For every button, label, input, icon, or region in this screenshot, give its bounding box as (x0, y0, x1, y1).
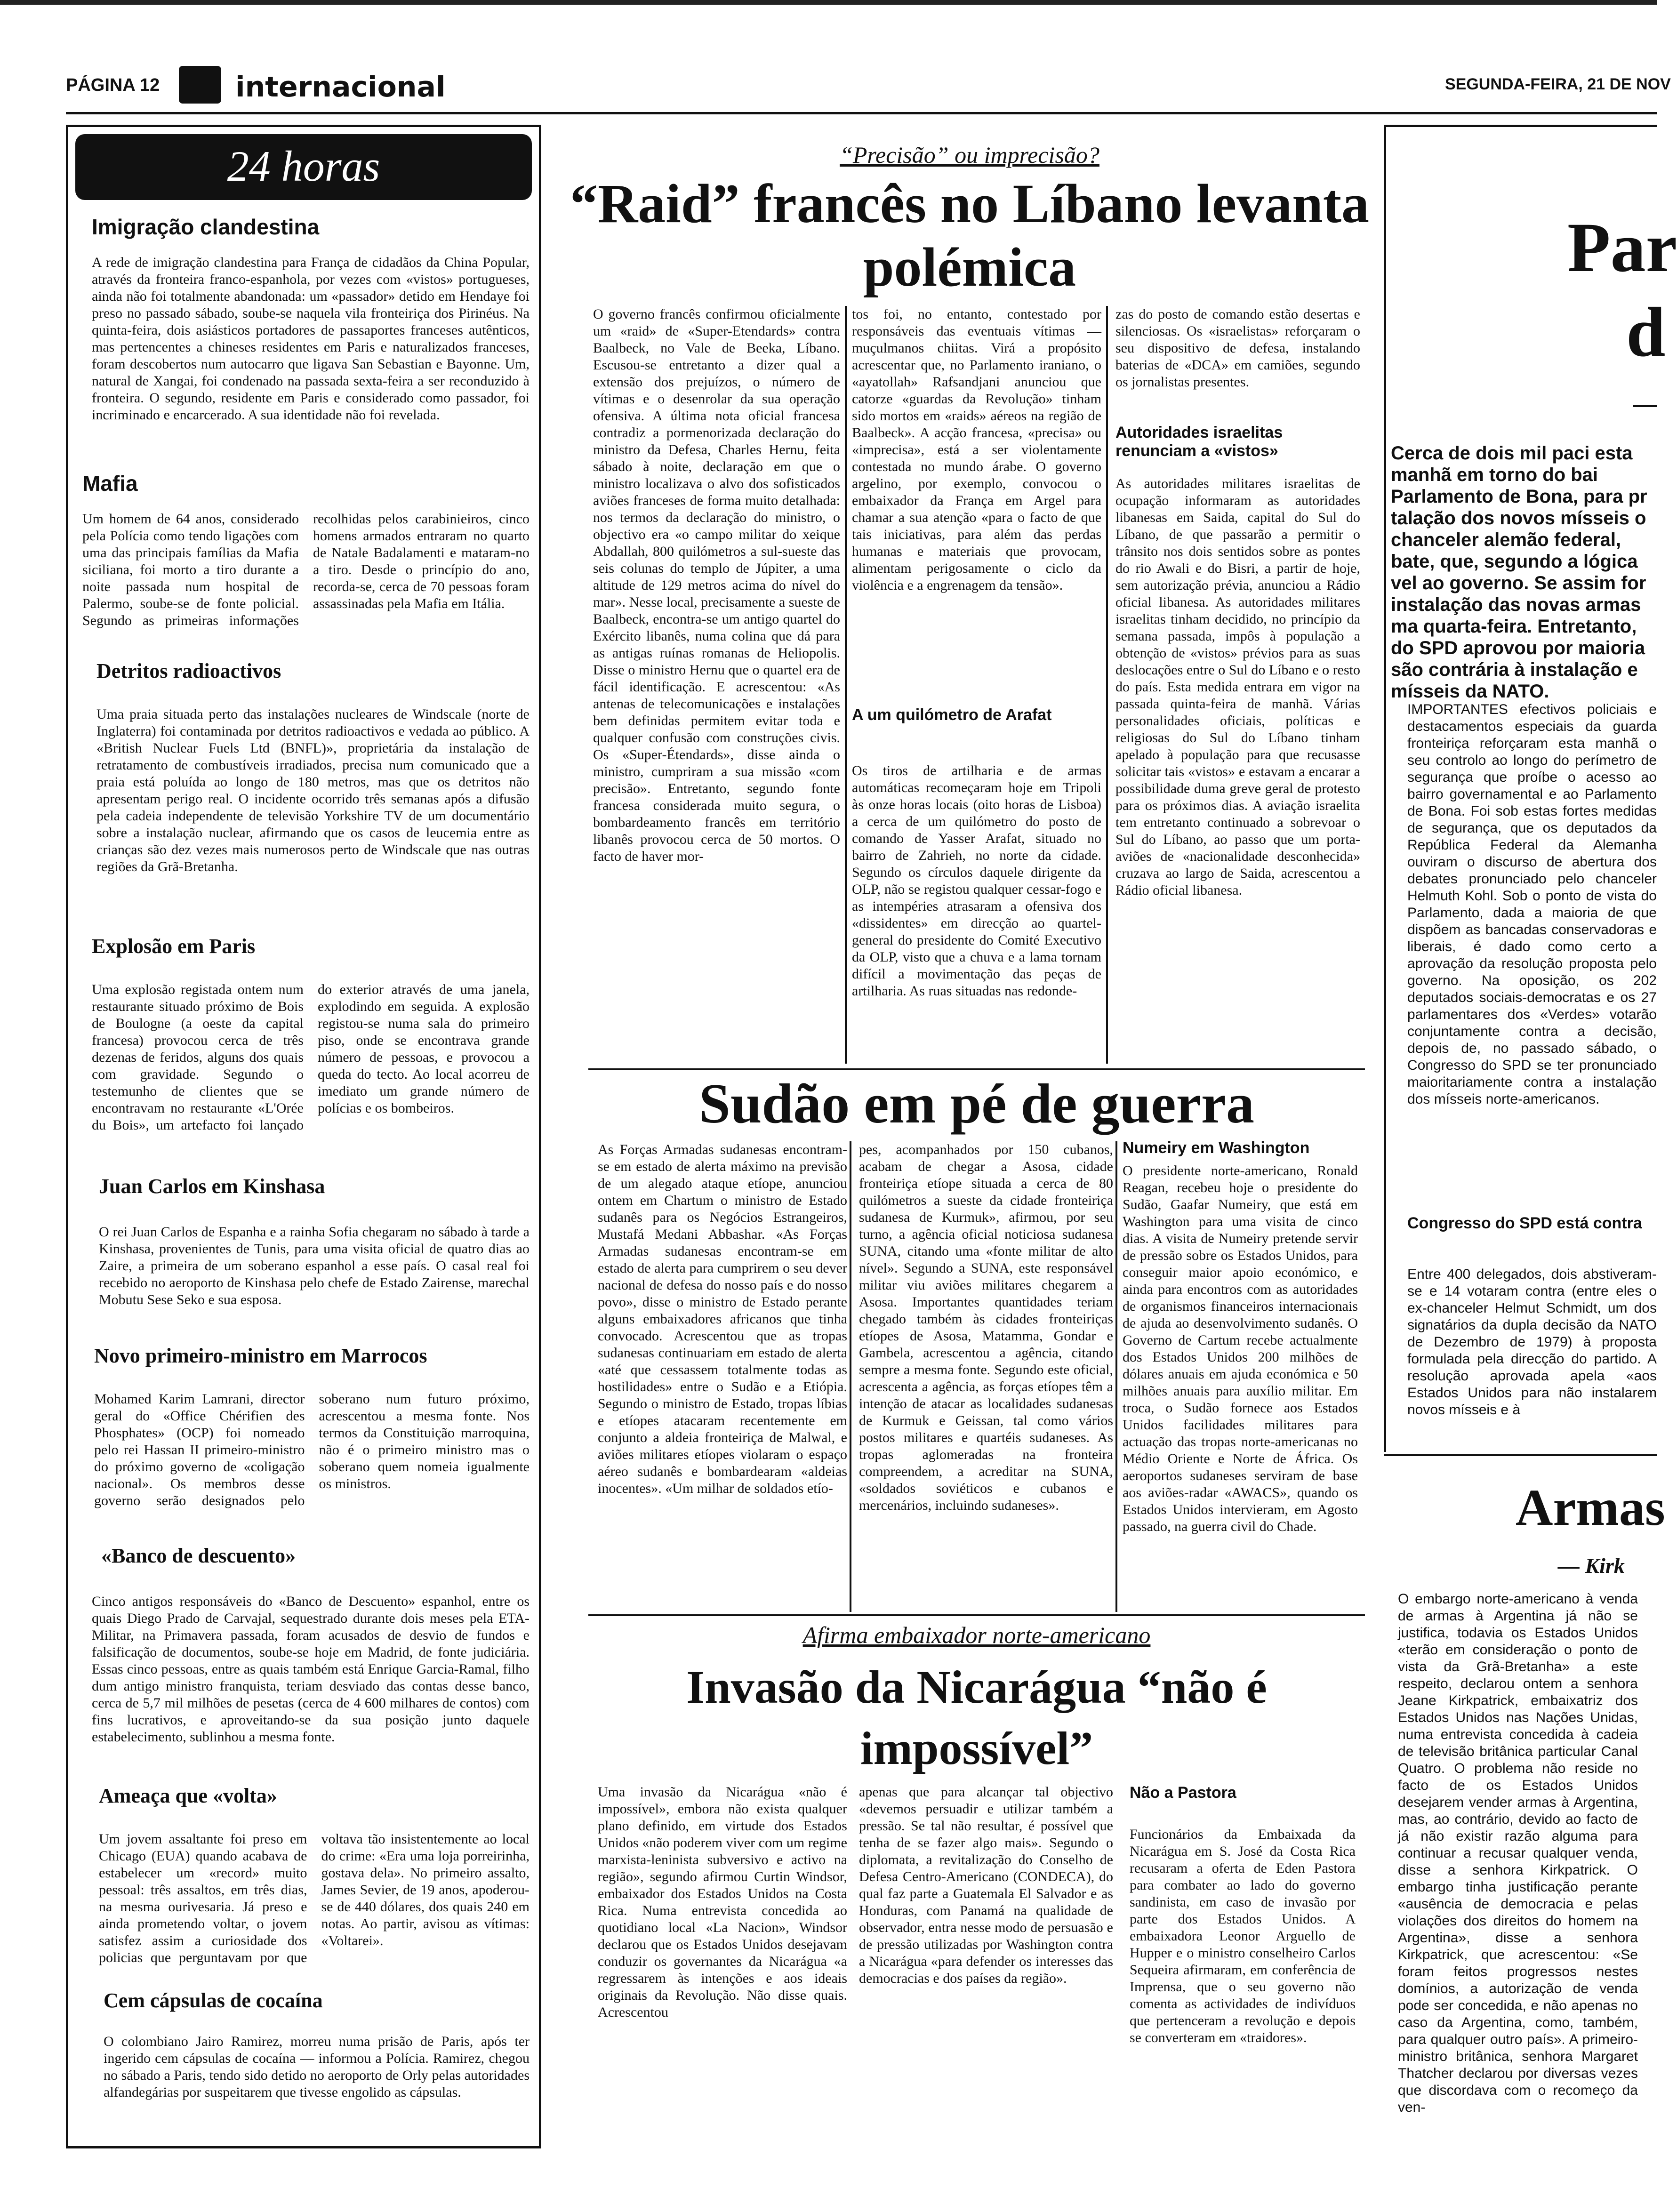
right-lead: Cerca de dois mil paci esta manhã em torno do bai Parlamento de Bona, para pr talação dos novos mísseis o chanceler alemão federal, bate, que, segundo a lógica vel ao governo. Se assim for instalação das novas armas ma quarta-feira. Entretanto, do SPD aprovou por maioria são contrária à instalação e mísseis da NATO. (1391, 443, 1647, 702)
sidebar-heading: Explosão em Paris (92, 935, 256, 958)
armas-text: O embargo norte-americano à venda de armas à Argentina já não se justifica, todavia os Estados Unidos «terão em consideração o ponto de vista da Grã-Bretanha» a este respeito, declarou ontem a senhora Jeane Kirkpatrick, embaixatriz dos Estados Unidos nas Nações Unidas, numa entrevista concedida à cadeia de televisão britânica particular Canal Quatro. O problema não reside no facto de os Estados Unidos desejarem vender armas à Argentina, mas, ao contrário, devido ao facto de já não existir razão alguma para continuar a recusar qualquer venda, disse a senhora Kirkpatrick. O embargo tinha justificação perante «ausência de democracia e pelas violações dos direitos do homem na Argentina», disse a senhora Kirkpatrick, que acrescentou: «Se foram feitos progressos nestes domínios, a autorização de venda pode ser concedida, e não apenas no caso da Argentina, como, também, para qualquer outro país». A primeiro-ministro britânica, senhora Margaret Thatcher declarou por diversas vezes que discordava com o recomeço da ven- (1398, 1591, 1638, 2115)
nicaragua-subheading: Não a Pastora (1130, 1784, 1236, 1802)
issue-date: SEGUNDA-FEIRA, 21 DE NOV (1445, 75, 1671, 93)
right-headline: d (1626, 293, 1666, 371)
right-headline: Par (1567, 208, 1677, 287)
raid-text-col2b: Os tiros de artilharia e de armas automáticas recomeçaram hoje em Tripoli às onze horas locais (oito horas de Lisboa) a cerca de um quilómetro do posto de comando de Yasser Arafat, situado no bairro de Zahrieh, no norte da cidade. Segundo os círculos daquele dirigente da OLP, não se registou qualquer cessar-fogo e as intempéries atrasaram a ofensiva dos «dissidentes» em direcção ao quartel-general do presidente do Comité Executivo da OLP, visto que a chuva e a lama tornam difícil a movimentação das peças de artilharia. As ruas situadas nas redonde- (852, 763, 1101, 999)
header-rule (66, 112, 1657, 114)
sidebar-heading: Detritos radioactivos (96, 659, 281, 682)
raid-text-col2: tos foi, no entanto, contestado por responsáveis das eventuais vítimas — muçulmanos chiitas. Virá a propósito acrescentar que, no Parlamento iraniano, o «ayatollah» Rafsandjani anunciou que catorze «guardas da Revolução» tinham sido mortos em «raids» aéreos na região de Baalbeck». A acção francesa, «precisa» ou «imprecisa», está a ser violentamente contestada no mundo árabe. O governo argelino, por exemplo, convocou o embaixador da França em Argel para chamar a sua atenção «para o facto de que tais iniciativas, para além das perdas humanas e materiais que provocam, alimentam perigosamente o ciclo da violência e a engrenagem da tensão». (852, 306, 1101, 593)
nicaragua-headline: Invasão da Nicarágua “não é impossível” (686, 1661, 1267, 1774)
sidebar-text: O rei Juan Carlos de Espanha e a rainha Sofia chegaram no sábado à tarde a Kinshasa, provenientes de Tunis, para uma visita oficial de quatro dias ao Zaire, a primeira de um soberano espanhol a esse país. O casal real foi recebido no aeroporto de Kinshasa pelo chefe de Estado Zairense, marechal Mobutu Sese Seko e sua esposa. (99, 1224, 530, 1307)
nicaragua-text-col2: apenas que para alcançar tal objectivo «devemos persuadir e utilizar também a pressão. Se tal não resultar, é possível que tenha de se fazer algo mais». Segundo o diplomata, a revitalização do Conselho de Defesa Centro-Americano (CONDECA), do qual faz parte a Guatemala El Salvador e as Honduras, com Panamá na qualidade de observador, entra nesse modo de persuasão e de pressão utilizadas por Washington contra a Nicarágua «para defender os interesses das democracias e dos países da região». (859, 1784, 1113, 1986)
sudao-text-col2: pes, acompanhados por 150 cubanos, acabam de chegar a Asosa, cidade fronteiriça etíope situada a cerca de 80 quilómetros a sueste da cidade fronteiriça sudanesa de Kurmuk», afirmou, por seu turno, a agência oficial noticiosa sudanesa SUNA, citando uma «fonte militar de alto nível». Segundo a SUNA, este responsável militar viu aviões militares chegarem a Asosa. Importantes quantidades teriam chegado também às cidades fronteiriças etíopes de Asosa, Matamma, Gondar e Gambela, acrescentou a agência, citando sempre a mesma fonte. Segundo este oficial, acrescenta a agência, as forças etíopes têm a intenção de atacar as localidades sudanesas de Kurmuk e Geissan, tal como vários postos militares e quartéis sudaneses. As tropas aglomeradas na fronteira compreendem, a acreditar na SUNA, «soldados soviéticos e cubanos e mercenários, incluindo sudaneses». (859, 1142, 1113, 1513)
newspaper-logo-icon (179, 66, 221, 104)
raid-headline: “Raid” francês no Líbano levanta polémica (570, 173, 1370, 298)
sidebar-heading: Cem cápsulas de cocaína (104, 1989, 323, 2012)
sudao-text-col3: O presidente norte-americano, Ronald Reagan, recebeu hoje o presidente do Sudão, Gaafar Numeiry, que está em Washington para uma visita de cinco dias. A visita de Numeiry pretende servir de pressão sobre os Estados Unidos, para conseguir maior apoio económico, e ainda para encontros com as autoridades de organismos financeiros internacionais de ajuda ao desenvolvimento sudanês. O Governo de Cartum recebe actualmente dos Estados Unidos 200 milhões de dólares anuais em ajuda económica e 50 milhões anuais para auxílio militar. Em troca, o Sudão fornece aos Estados Unidos facilidades militares para actuação das tropas norte-americanas no Médio Oriente e Norte de África. Os aeroportos sudaneses serviram de base aos aviões-radar «AWACS», quando os Estados Unidos intervieram, em Agosto passado, na guerra civil do Chade. (1123, 1163, 1358, 1534)
raid-text-col3b: As autoridades militares israelitas de ocupação informaram as autoridades libanesas em Saida, capital do Sul do Líbano, de que passarão a permitir o trânsito nos dois sentidos sobre as pontes do rio Awali e do Bisri, a partir de hoje, sem autorização prévia, anunciou a Rádio oficial libanesa. As autoridades militares israelitas tinham decidido, no princípio da semana passada, impôs à população a obtenção de «vistos» prévios para as suas deslocações entre o Sul do Líbano e o resto do país. Esta medida entrara em vigor na passada quinta-feira de manhã. Várias personalidades oficiais, políticas e religiosas do Sul do Líbano tinham apelado à população para que recusasse solicitar tais «vistos» e estavam a encarar a possibilidade duma greve geral de protesto para os próximos dias. A aviação israelita tem entretanto continuado a sobrevoar o Sul do Líbano, ao passo que um porta-aviões de «nacionalidade desconhecida» cruzava ao largo de Saida, acrescentou a Rádio oficial libanesa. (1115, 476, 1360, 898)
sidebar-text: Um homem de 64 anos, considerado pela Polícia como tendo ligações com uma das principais famílias da Mafia siciliana, foi morto a tiro durante a noite passada num hospital de Palermo, soube-se de fonte policial. Segundo as primeiras informações recolhidas pelos carabinieiros, cinco homens armados entraram no quarto de Natale Badalamenti e mataram-no a tiro. Desde o princípio do ano, recorda-se, cerca de 70 pessoas foram assassinadas pela Mafia em Itália. (82, 511, 530, 628)
sidebar-text: O colombiano Jairo Ramirez, morreu numa prisão de Paris, após ter ingerido cem cápsulas de cocaína — informou a Polícia. Ramirez, chegou no sábado a Paris, tendo sido detido no aeroporto de Orly pelas autoridades alfandegárias por suspeitarem que tivesse engolido as cápsulas. (104, 2034, 530, 2100)
column-rule (845, 306, 847, 1064)
raid-text-col1: O governo francês confirmou oficialmente um «raid» de «Super-Etendards» contra Baalbeck, no Vale de Beeka, Líbano. Escusou-se entretanto a dizer qual a extensão dos prejuízos, o número de vítimas e o desenrolar da sua operação ofensiva. A última nota oficial francesa contradiz a pormenorizada declaração do ministro da Defesa, Charles Hernu, feita sábado à noite, declaração em que o ministro localizava o alvo dos sofisticados aviões franceses de forma muito detalhada: nos termos da declaração do ministro, o objectivo era «o campo militar do xeique Abdallah, 800 quilómetros a sul-sueste das seis colunas do templo de Júpiter, a uma altitude de 129 metros acima do nível do mar». Nesse local, precisamente a sueste de Baalbeck, encontra-se um antigo quartel do Exército libanês, numa colina que dá para as antigas ruínas romanas de Heliopolis. Disse o ministro Hernu que o quartel era de fácil identificação. E acrescentou: «As antenas de telecomunicações e instalações bem definidas permitem evitar toda e qualquer confusão com construções civis. Os «Super-Étendards», disse ainda o ministro, cumpriram a sua missão «com precisão». Entretanto, segundo fonte francesa considerada muito segura, o bombardeamento francês em território libanês provocou cerca de 50 mortos. O facto de haver mor- (593, 306, 840, 864)
column-rule (1106, 306, 1108, 1064)
column-rule (850, 1141, 851, 1612)
right-body2: Entre 400 delegados, dois abstiveram-se e 14 votaram contra (entre eles o ex-chanceler Helmut Schmidt, um dos signatários da dupla decisão da NATO de Dezembro de 1979) à proposta formulada pela direcção do partido. A resolução aprovada apela «aos Estados Unidos para não instalarem novos mísseis e à (1407, 1266, 1657, 1418)
sidebar-heading: «Banco de descuento» (101, 1544, 296, 1567)
section-rule (588, 1068, 1365, 1070)
sidebar-heading: Ameaça que «volta» (99, 1784, 277, 1807)
section-rule (588, 1614, 1365, 1616)
right-subheading: Congresso do SPD está contra (1407, 1214, 1642, 1232)
column-rule (1115, 1141, 1117, 1612)
sidebar-text: Mohamed Karim Lamrani, director geral do «Office Chérifien des Phosphates» (OCP) foi nomeado pelo rei Hassan II primeiro-ministro do próximo governo de «coligação nacional». Os membros desse governo serão designados pelo soberano num futuro próximo, acrescentou a mesma fonte. Nos termos da Constituição marroquina, não é o primeiro ministro mas o soberano quem nomeia igualmente os ministros. (94, 1391, 530, 1508)
sidebar-heading: Imigração clandestina (92, 215, 320, 239)
page-number: PÁGINA 12 (66, 75, 160, 95)
right-body: IMPORTANTES efectivos policiais e destacamentos especiais da guarda fronteiriça reforçaram esta manhã o seu controlo ao longo do perímetro de segurança que proíbe o acesso ao bairro governamental e ao Parlamento de Bona. Foi sob estas fortes medidas de segurança, que os deputados da República Federal da Alemanha ouviram o discurso de abertura dos debates pronunciado pelo chanceler Helmuth Kohl. Sob o ponto de vista do Parlamento, dada a maioria de que dispõem as bancadas conservadoras e liberais, é dado como certo a aprovação da resolução proposta pelo governo. Na oposição, os 202 deputados sociais-democratas e os 27 parlamentares dos «Verdes» votarão conjuntamente contra a decisão, depois de, no passado sábado, o Congresso do SPD se ter pronunciado maioritariamente contra a instalação dos mísseis norte-americanos. (1407, 702, 1657, 1107)
nicaragua-text-col3: Funcionários da Embaixada da Nicarágua em S. José da Costa Rica recusaram a oferta de Eden Pastora para combater ao lado do governo sandinista, em caso de invasão por parte dos Estados Unidos. A embaixadora Leonor Arguello de Hupper e o ministro conselheiro Carlos Sequeira afirmaram, em conferência de Imprensa, que o seu governo não comenta as actividades de indivíduos que pertenceram a revolução e depois se converteram em «traidores». (1130, 1827, 1356, 2045)
sudao-headline: Sudão em pé de guerra (699, 1072, 1254, 1135)
sudao-subheading: Numeiry em Washington (1123, 1139, 1310, 1157)
dash-rule (1633, 405, 1657, 407)
sidebar-text: Um jovem assaltante foi preso em Chicago (EUA) quando acabava de estabelecer um «record» muito pessoal: três assaltos, em três dias, na mesma ourivesaria. Já preso e ainda prometendo voltar, o jovem satisfez assim a curiosidade dos policias que perguntavam por que voltava tão insistentemente ao local do crime: «Era uma loja porreirinha, gostava dela». No primeiro assalto, James Sevier, de 19 anos, apoderou-se de 440 dólares, dos quais 240 em notas. Ao partir, avisou as vítimas: «Voltarei». (99, 1831, 530, 1965)
sidebar-text: Cinco antigos responsáveis do «Banco de Descuento» espanhol, entre os quais Diego Prado de Carvajal, sequestrado durante dois meses pela ETA-Militar, na Primavera passada, foram acusados de desvio de fundos e falsificação de documentos, soube-se hoje em Madrid, de fonte judiciária. Essas cinco pessoas, entre as quais também está Enrique Garcia-Ramal, filho dum antigo ministro franquista, teriam desviado das contas desse banco, cerca de 5,7 mil milhões de pesetas (cerca de 4 600 milhares de contos) com fins lucrativos, e aproveitando-se da sua posição junto daquele estabelecimento, sublinhou a mesma fonte. (92, 1594, 530, 1745)
raid-text-col3: zas do posto de comando estão desertas e silenciosas. Os «israelistas» reforçaram o seu dispositivo de defesa, instalando baterias de «DCA» em camiões, segundo os jornalistas presentes. (1115, 306, 1360, 390)
raid-subheading: A um quilómetro de Arafat (852, 706, 1052, 724)
section-rule (1384, 1454, 1657, 1456)
raid-subheading: Autoridades israelitas renunciam a «vistos» (1115, 424, 1283, 460)
sidebar-text: Uma praia situada perto das instalações nucleares de Windscale (norte de Inglaterra) foi contaminada por detritos radioactivos e vedada ao público. A «British Nuclear Fuels Ltd (BNFL)», proprietária da instalação de retratamento de combustíveis irradiados, precisa num comunicado que a praia está poluída ao longo de 180 metros, mas que os detritos não apresentam perigo real. O incidente ocorrido três semanas após a difusão pela cadeia independente de televisão Yorkshire TV de um documentário sobre a instalação nuclear, afirmando que os casos de leucemia entre as crianças são dez vezes mais numerosos perto de Windscale que nas outras regiões da Grã-Bretanha. (96, 706, 530, 874)
section-name: internacional (235, 71, 446, 104)
sidebar-text: A rede de imigração clandestina para França de cidadãos da China Popular, através da fronteira franco-espanhola, por vezes com «vistos» portugueses, ainda não foi totalmente abandonada: um «passador» detido em Hendaye foi preso no passado sábado, soube-se naquela vila fronteiriça dos Pirinéus. Na quinta-feira, dois asiásticos portadores de passaportes franceses autênticos, mas pertencentes a chineses residentes em Paris e naturalizados franceses, foram descobertos num autocarro que ligava San Sebastian e Bayonne. Um, natural de Xangai, foi condenado na passada sexta-feira a ser reconduzido à fronteira. O segundo, residente em Paris e considerado como passador, foi incriminado e encarcerado. A sua identidade não foi revelada. (92, 255, 530, 423)
sidebar-heading: Mafia (82, 471, 138, 496)
nicaragua-kicker: Afirma embaixador norte-americano (802, 1622, 1151, 1648)
top-rule (0, 0, 1657, 5)
sidebar-banner-title: 24 horas (227, 142, 380, 190)
armas-headline: Armas (1516, 1479, 1665, 1536)
sidebar-heading: Juan Carlos em Kinshasa (99, 1175, 325, 1198)
nicaragua-text-col1: Uma invasão da Nicarágua «não é impossível», embora não exista qualquer plano definido, em virtude dos Estados Unidos «não poderem viver com um regime marxista-leninista subversivo e activo na região», segundo afirmou Curtin Windsor, embaixador dos Estados Unidos na Costa Rica. Numa entrevista concedida ao quotidiano local «La Nacion», Windsor declarou que os Estados Unidos desejavam conduzir os governantes da Nicarágua «a regressarem às intenções e aos ideais originais da Revolução. Não disse quais. Acrescentou (598, 1784, 847, 2020)
sidebar-text: Uma explosão registada ontem num restaurante situado próximo de Bois de Boulogne (a oeste da capital francesa) provocou cerca de três dezenas de feridos, alguns dos quais com gravidade. Segundo o testemunho de clientes que se encontravam no restaurante «L'Orée du Bois», um artefacto foi lançado do exterior através de uma janela, explodindo em seguida. A explosão registou-se numa sala do primeiro piso, onde se encontrava grande número de pessoas, e provocou a queda do tecto. Ao local acorreu de imediato um grande número de polícias e os bombeiros. (92, 982, 530, 1133)
sudao-text-col1: As Forças Armadas sudanesas encontram-se em estado de alerta máximo na previsão de um alegado ataque etíope, anunciou ontem em Chartum o ministro de Estado sudanês para os Negócios Estrangeiros, Mustafá Medani Abbashar. «As Forças Armadas sudanesas encontram-se em estado de alerta para cumprirem o seu dever nacional de defesa do nosso país e do nosso povo», disse o ministro de Estado perante alguns embaixadores africanos que tinha convocado. Acrescentou que as tropas sudanesas continuariam em estado de alerta «até que cessassem totalmente todas as hostilidades» entre o Sudão e a Etiópia. Segundo o ministro de Estado, tropas líbias e etíopes atacaram recentemente em conjunto a aldeia fronteiriça de Malwal, e aviões militares etíopes violaram o espaço aéreo sudanês e bombardearam «aldeias inocentes». «Um milhar de soldados etío- (598, 1142, 847, 1496)
raid-kicker: “Precisão” ou imprecisão? (840, 142, 1099, 168)
armas-kicker: — Kirk (1558, 1554, 1625, 1578)
sidebar-heading: Novo primeiro-ministro em Marrocos (94, 1344, 427, 1367)
